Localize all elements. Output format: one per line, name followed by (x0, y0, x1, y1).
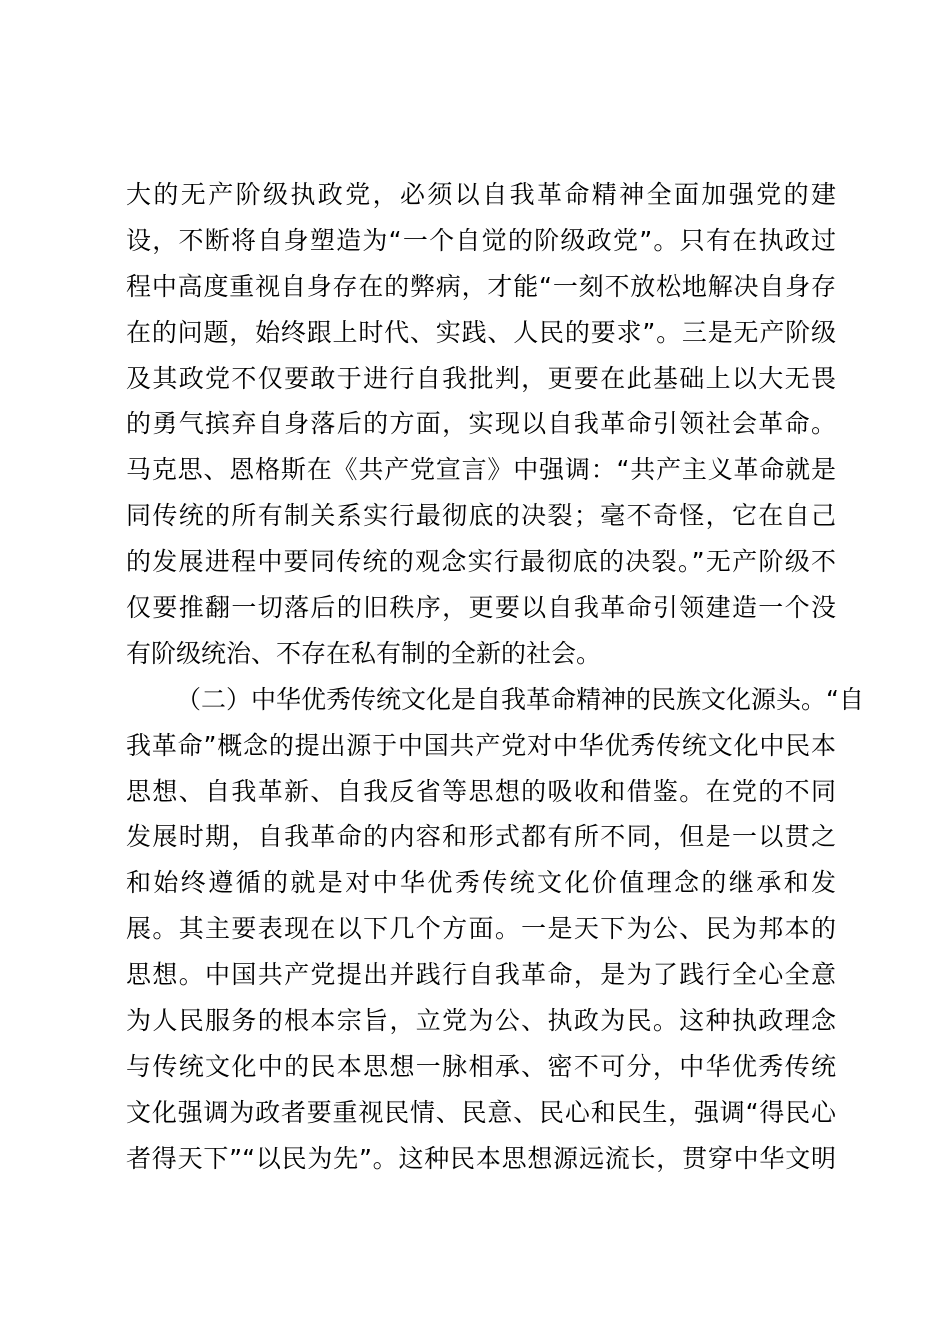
text-line: 的勇气摈弃自身落后的方面，实现以自我革命引领社会革命。 (126, 409, 836, 439)
paragraph-end-line: 有阶级统治、不存在私有制的全新的社会。 (126, 638, 602, 668)
text-line: 者得天下”“以民为先”。这种民本思想源远流长，贯穿中华文明 (126, 1143, 836, 1173)
text-line: 发展时期，自我革命的内容和形式都有所不同，但是一以贯之 (126, 822, 836, 852)
text-line: 与传统文化中的民本思想一脉相承、密不可分，中华优秀传统 (126, 1051, 836, 1081)
text-line: 仅要推翻一切落后的旧秩序，更要以自我革命引领建造一个没 (126, 593, 836, 623)
text-line: 为人民服务的根本宗旨，立党为公、执政为民。这种执政理念 (126, 1006, 836, 1036)
text-line: 马克思、恩格斯在《共产党宣言》中强调：“共产主义革命就是 (126, 455, 836, 485)
text-line: 同传统的所有制关系实行最彻底的决裂；毫不奇怪，它在自己 (126, 501, 836, 531)
text-line: 思想。中国共产党提出并践行自我革命，是为了践行全心全意 (126, 960, 836, 990)
text-line: 文化强调为政者要重视民情、民意、民心和民生，强调“得民心 (126, 1097, 836, 1127)
text-line: 思想、自我革新、自我反省等思想的吸收和借鉴。在党的不同 (126, 776, 836, 806)
text-line: 大的无产阶级执政党，必须以自我革命精神全面加强党的建 (126, 180, 836, 209)
text-line: 程中高度重视自身存在的弊病，才能“一刻不放松地解决自身存 (126, 271, 836, 301)
text-line: 和始终遵循的就是对中华优秀传统文化价值理念的继承和发 (126, 868, 836, 898)
text-line: 我革命”概念的提出源于中国共产党对中华优秀传统文化中民本 (126, 730, 836, 760)
text-line: 设，不断将自身塑造为“一个自觉的阶级政党”。只有在执政过 (126, 225, 836, 255)
text-line: 的发展进程中要同传统的观念实行最彻底的决裂。”无产阶级不 (126, 547, 836, 577)
body-text (126, 172, 864, 1182)
text-line: 及其政党不仅要敢于进行自我批判，更要在此基础上以大无畏 (126, 363, 836, 393)
text-line: 展。其主要表现在以下几个方面。一是天下为公、民为邦本的 (126, 914, 836, 944)
text-line: 在的问题，始终跟上时代、实践、人民的要求”。三是无产阶级 (126, 317, 836, 347)
section-heading-line: （二）中华优秀传统文化是自我革命精神的民族文化源头。“自 (176, 684, 864, 714)
